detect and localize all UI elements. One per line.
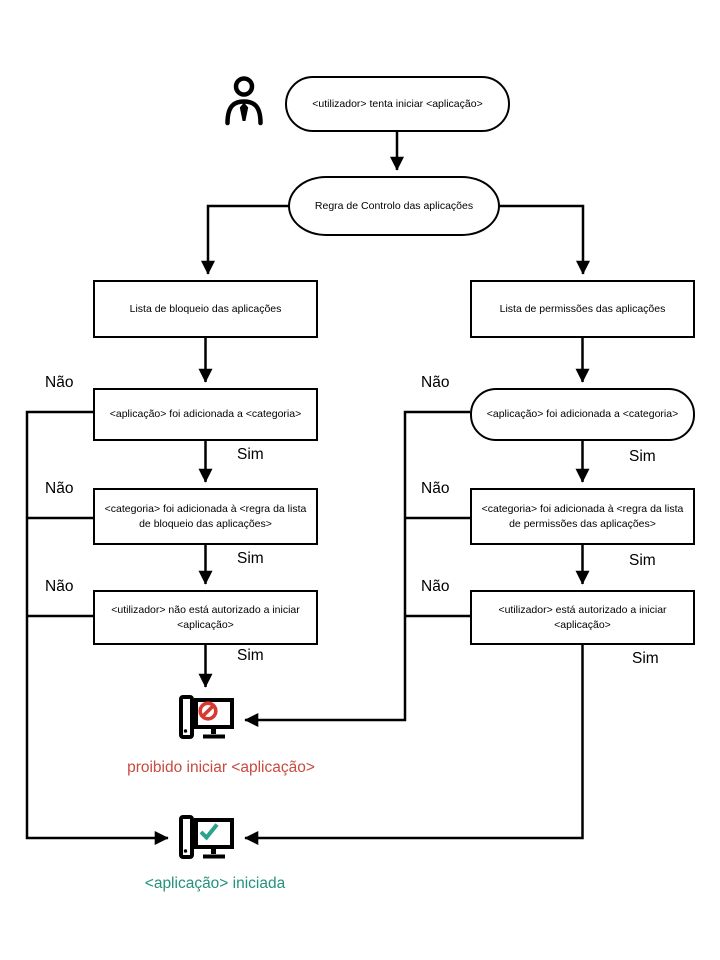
node-rule-label: Regra de Controlo das aplicações (314, 199, 474, 212)
node-block-list (93, 280, 318, 338)
node-block-cat-added-label: <categoria> foi adicionada à <regra da lista de bloqueio das aplicações> (104, 503, 307, 530)
computer-ok-icon (177, 813, 235, 863)
label-sim-left-2: Sim (237, 550, 264, 567)
node-block-cat-added (93, 488, 318, 545)
node-allow-list (470, 280, 695, 338)
computer-blocked-icon (177, 693, 235, 743)
person-icon (223, 76, 265, 126)
node-start (285, 76, 510, 132)
label-nao-right-1: Não (421, 374, 450, 391)
node-allow-app-added (470, 388, 695, 441)
label-nao-left-1: Não (45, 374, 74, 391)
node-block-user-denied-label: <utilizador> não está autorizado a iniciar <aplicação> (111, 604, 300, 631)
node-block-list-label: Lista de bloqueio das aplicações (129, 302, 282, 315)
node-allow-cat-added-label: <categoria> foi adicionada à <regra da lista de permissões das aplicações> (481, 503, 684, 530)
edge-sim-right-to-started (245, 645, 583, 838)
outcome-started-text: <aplicação> iniciada (144, 875, 286, 892)
node-allow-user-allowed (470, 590, 695, 645)
label-sim-left-1: Sim (237, 446, 264, 463)
label-nao-left-2: Não (45, 480, 74, 497)
label-sim-left-3: Sim (237, 647, 264, 664)
outcome-blocked-text: proibido iniciar <aplicação> (127, 759, 315, 776)
node-allow-cat-added (470, 488, 695, 545)
node-block-user-denied (93, 590, 318, 645)
label-sim-right-1: Sim (629, 448, 656, 465)
node-allow-user-allowed-label: <utilizador> está autorizado a iniciar <aplicação> (498, 604, 667, 631)
label-nao-right-3: Não (421, 578, 450, 595)
edge-nao-right-collector (245, 412, 470, 720)
label-sim-right-2: Sim (629, 552, 656, 569)
label-nao-left-3: Não (45, 578, 74, 595)
label-nao-right-2: Não (421, 480, 450, 497)
edge-rule-to-blocklist (208, 206, 290, 274)
node-start-label: <utilizador> tenta iniciar <aplicação> (312, 97, 483, 110)
label-sim-right-3: Sim (632, 650, 659, 667)
node-rule (288, 176, 500, 236)
node-block-app-added (93, 388, 318, 441)
node-block-app-added-label: <aplicação> foi adicionada a <categoria> (109, 408, 302, 421)
node-allow-list-label: Lista de permissões das aplicações (499, 302, 666, 315)
edge-rule-to-allowlist (498, 206, 583, 274)
node-allow-app-added-label: <aplicação> foi adicionada a <categoria> (486, 408, 679, 421)
